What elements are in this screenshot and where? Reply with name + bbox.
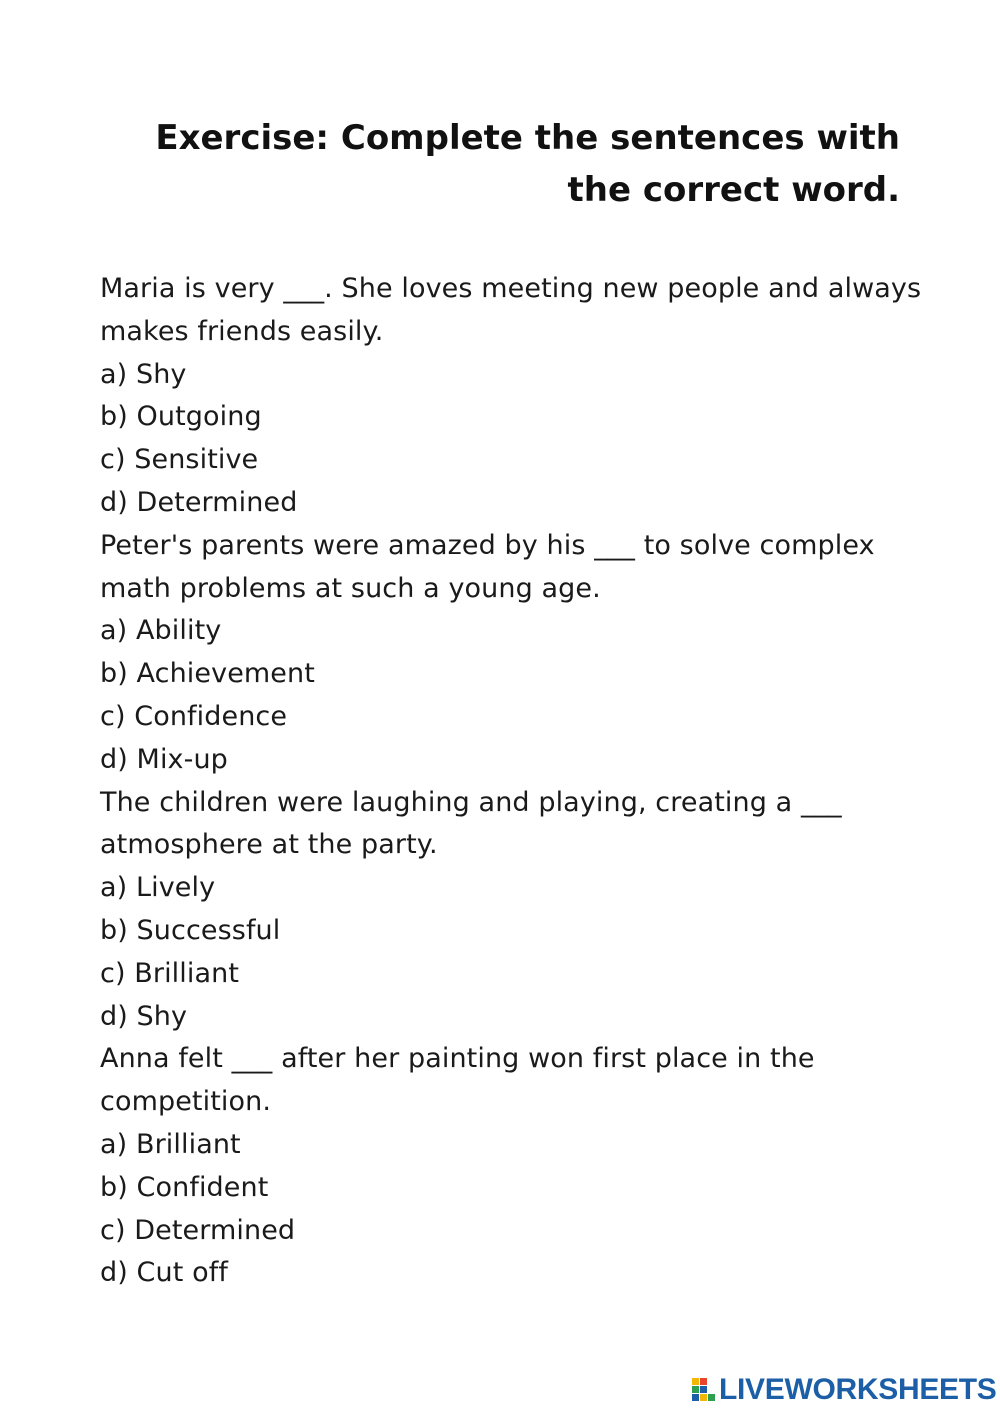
option-d[interactable]: d) Shy xyxy=(100,1000,188,1032)
question-text: The children were laughing and playing, creating a ___ atmosphere at the party. xyxy=(100,786,842,861)
option-d[interactable]: d) Determined xyxy=(100,486,298,518)
page-title: Exercise: Complete the sentences with the correct word. xyxy=(155,118,900,210)
question-text: Anna felt ___ after her painting won first place in the competition. xyxy=(100,1043,815,1118)
option-b[interactable]: b) Successful xyxy=(100,914,281,946)
question-2 xyxy=(100,525,930,782)
question-3 xyxy=(100,782,930,1039)
option-d[interactable]: d) Cut off xyxy=(100,1257,228,1289)
option-c[interactable]: c) Sensitive xyxy=(100,444,259,476)
option-c[interactable]: c) Confidence xyxy=(100,700,288,732)
liveworksheets-brand[interactable] xyxy=(692,1373,997,1407)
question-1 xyxy=(100,268,930,525)
option-a[interactable]: a) Shy xyxy=(100,358,187,390)
option-a[interactable]: a) Lively xyxy=(100,872,216,904)
options-list xyxy=(100,354,930,525)
options-list xyxy=(100,1124,930,1295)
option-a[interactable]: a) Brilliant xyxy=(100,1128,241,1160)
option-c[interactable]: c) Brilliant xyxy=(100,957,240,989)
option-a[interactable]: a) Ability xyxy=(100,615,222,647)
options-list xyxy=(100,867,930,1038)
question-text: Maria is very ___. She loves meeting new people and always makes friends easily. xyxy=(100,273,922,347)
option-b[interactable]: b) Outgoing xyxy=(100,401,262,433)
liveworksheets-logo-icon xyxy=(692,1378,716,1402)
question-4 xyxy=(100,1038,930,1295)
options-list xyxy=(100,610,930,781)
brand-name: LIVEWORKSHEETS xyxy=(719,1373,997,1406)
option-b[interactable]: b) Confident xyxy=(100,1171,269,1203)
option-d[interactable]: d) Mix-up xyxy=(100,743,228,775)
question-text: Peter's parents were amazed by his ___ to solve complex math problems at such a young age. xyxy=(100,529,875,604)
exercise-list xyxy=(100,268,930,1295)
option-b[interactable]: b) Achievement xyxy=(100,658,315,690)
option-c[interactable]: c) Determined xyxy=(100,1214,296,1246)
